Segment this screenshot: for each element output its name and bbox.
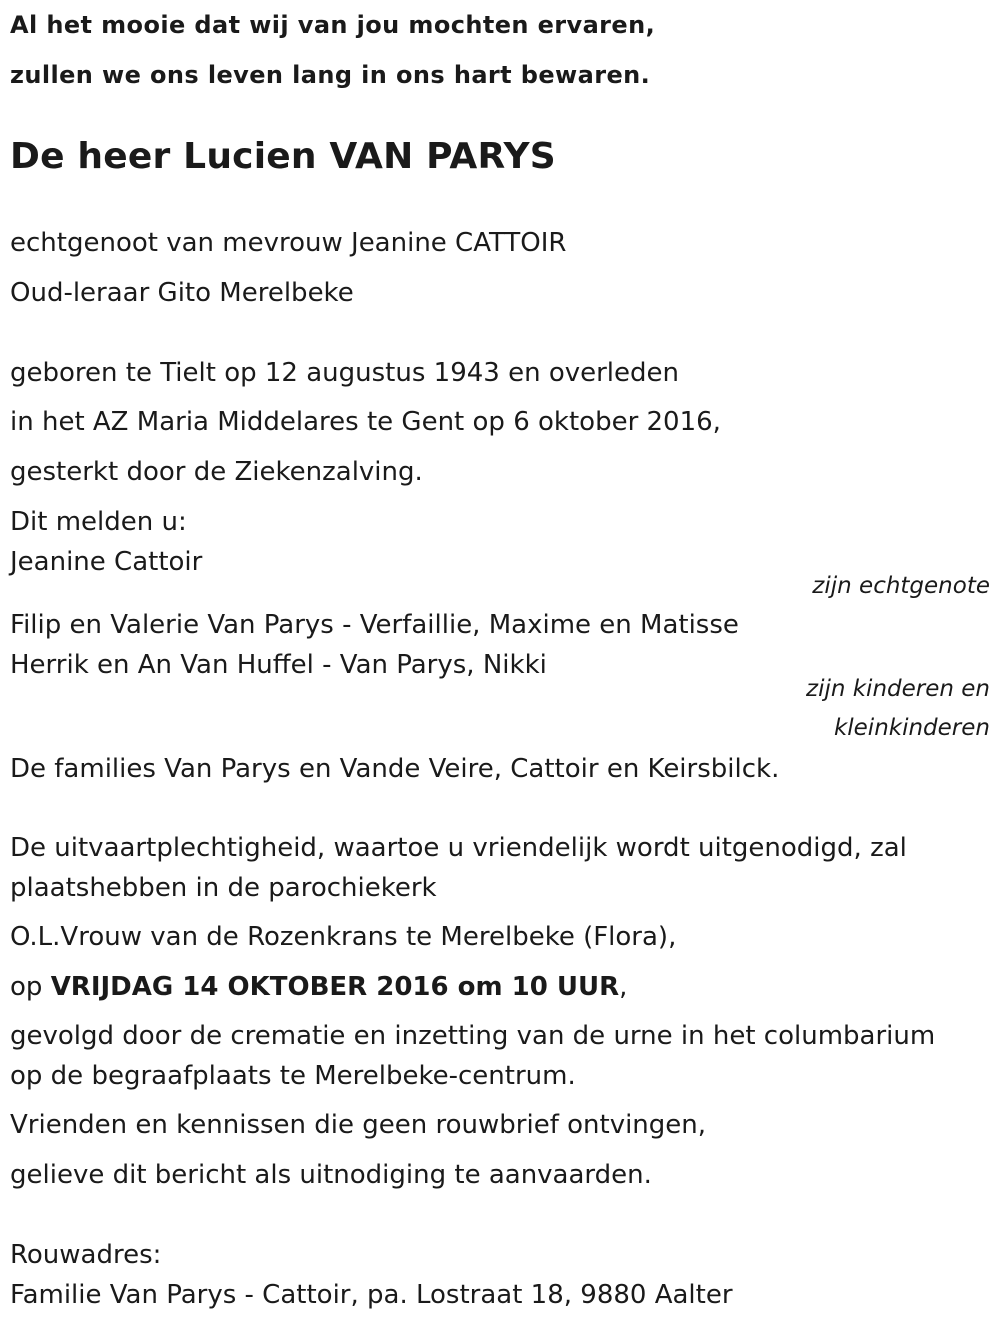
deceased-name: De heer Lucien VAN PARYS bbox=[10, 136, 556, 177]
quote-line-1: Al het mooie dat wij van jou mochten ervaren, bbox=[10, 11, 656, 39]
announcer-spouse-role: zijn echtgenote bbox=[812, 573, 990, 599]
announcer-child-1: Filip en Valerie Van Parys - Verfaillie, Maxime en Matisse bbox=[10, 610, 739, 640]
announcer-children-role-1: zijn kinderen en bbox=[806, 676, 990, 702]
spouse-line: echtgenoot van mevrouw Jeanine CATTOIR bbox=[10, 228, 567, 258]
announcer-child-2: Herrik en An Van Huffel - Van Parys, Nikki bbox=[10, 650, 547, 680]
ceremony-line-2: plaatshebben in de parochiekerk bbox=[10, 873, 437, 903]
ceremony-date: VRIJDAG 14 OKTOBER 2016 om 10 UUR bbox=[50, 972, 620, 1002]
birth-death-line-1: geboren te Tielt op 12 augustus 1943 en overleden bbox=[10, 358, 680, 388]
ceremony-line-5: gevolgd door de crematie en inzetting van de urne in het columbarium bbox=[10, 1021, 936, 1051]
ceremony-line-1: De uitvaartplechtigheid, waartoe u vriendelijk wordt uitgenodigd, zal bbox=[10, 833, 907, 863]
ceremony-line-7: Vrienden en kennissen die geen rouwbrief ontvingen, bbox=[10, 1110, 707, 1140]
ceremony-date-line bbox=[10, 972, 627, 1002]
occupation-line: Oud-leraar Gito Merelbeke bbox=[10, 278, 354, 308]
ceremony-date-suffix: , bbox=[619, 972, 628, 1002]
quote-line-2: zullen we ons leven lang in ons hart bewaren. bbox=[10, 61, 651, 89]
announcer-spouse: Jeanine Cattoir bbox=[10, 547, 203, 577]
announcer-families: De families Van Parys en Vande Veire, Cattoir en Keirsbilck. bbox=[10, 754, 780, 784]
ceremony-line-6: op de begraafplaats te Merelbeke-centrum. bbox=[10, 1061, 576, 1091]
announcer-children-role-2: kleinkinderen bbox=[833, 715, 990, 741]
address-value: Familie Van Parys - Cattoir, pa. Lostraat 18, 9880 Aalter bbox=[10, 1280, 733, 1310]
address-label: Rouwadres: bbox=[10, 1240, 162, 1270]
announcers-intro: Dit melden u: bbox=[10, 507, 187, 537]
ceremony-line-8: gelieve dit bericht als uitnodiging te aanvaarden. bbox=[10, 1160, 652, 1190]
birth-death-line-2: in het AZ Maria Middelares te Gent op 6 oktober 2016, bbox=[10, 407, 721, 437]
ceremony-line-3: O.L.Vrouw van de Rozenkrans te Merelbeke (Flora), bbox=[10, 922, 677, 952]
birth-death-line-3: gesterkt door de Ziekenzalving. bbox=[10, 457, 423, 487]
ceremony-date-prefix: op bbox=[10, 972, 51, 1002]
